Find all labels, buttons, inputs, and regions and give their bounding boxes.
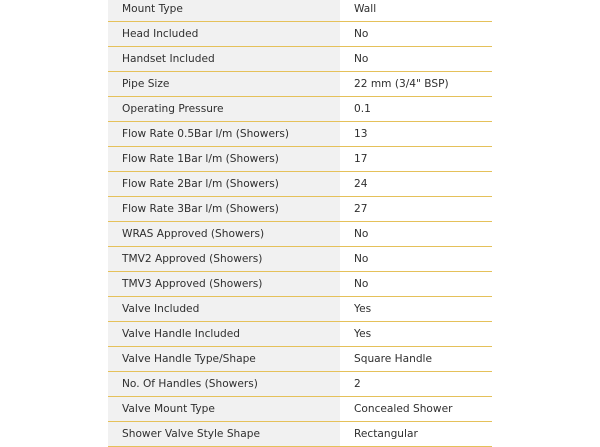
spec-value: No [340, 222, 492, 246]
spec-label: Pipe Size [108, 72, 340, 96]
spec-label: Flow Rate 3Bar l/m (Showers) [108, 197, 340, 221]
spec-row [108, 422, 492, 447]
spec-row [108, 322, 492, 347]
spec-row [108, 222, 492, 247]
spec-value: 24 [340, 172, 492, 196]
spec-label: Flow Rate 2Bar l/m (Showers) [108, 172, 340, 196]
spec-label: No. Of Handles (Showers) [108, 372, 340, 396]
spec-value: No [340, 247, 492, 271]
spec-row [108, 197, 492, 222]
spec-value: Concealed Shower [340, 397, 492, 421]
spec-label: Flow Rate 0.5Bar l/m (Showers) [108, 122, 340, 146]
spec-row [108, 397, 492, 422]
spec-value: Square Handle [340, 347, 492, 371]
spec-row [108, 72, 492, 97]
spec-row [108, 22, 492, 47]
spec-row [108, 0, 492, 22]
spec-row [108, 372, 492, 397]
spec-value: Wall [340, 0, 492, 21]
spec-label: Flow Rate 1Bar l/m (Showers) [108, 147, 340, 171]
spec-row [108, 122, 492, 147]
spec-value: Rectangular [340, 422, 492, 446]
spec-row [108, 97, 492, 122]
spec-label: Shower Valve Style Shape [108, 422, 340, 446]
spec-value: Yes [340, 297, 492, 321]
spec-label: Head Included [108, 22, 340, 46]
spec-value: 17 [340, 147, 492, 171]
spec-row [108, 297, 492, 322]
specifications-table [108, 0, 492, 447]
spec-label: TMV3 Approved (Showers) [108, 272, 340, 296]
spec-value: No [340, 22, 492, 46]
spec-label: WRAS Approved (Showers) [108, 222, 340, 246]
spec-label: TMV2 Approved (Showers) [108, 247, 340, 271]
spec-row [108, 147, 492, 172]
spec-value: No [340, 272, 492, 296]
spec-label: Valve Handle Included [108, 322, 340, 346]
spec-row [108, 172, 492, 197]
spec-value: Yes [340, 322, 492, 346]
spec-value: 2 [340, 372, 492, 396]
spec-label: Operating Pressure [108, 97, 340, 121]
spec-value: 0.1 [340, 97, 492, 121]
spec-label: Valve Mount Type [108, 397, 340, 421]
spec-row [108, 272, 492, 297]
spec-label: Valve Included [108, 297, 340, 321]
spec-row [108, 347, 492, 372]
spec-label: Handset Included [108, 47, 340, 71]
spec-value: No [340, 47, 492, 71]
spec-value: 27 [340, 197, 492, 221]
spec-label: Mount Type [108, 0, 340, 21]
spec-value: 13 [340, 122, 492, 146]
spec-value: 22 mm (3/4" BSP) [340, 72, 492, 96]
spec-row [108, 47, 492, 72]
spec-label: Valve Handle Type/Shape [108, 347, 340, 371]
spec-row [108, 247, 492, 272]
